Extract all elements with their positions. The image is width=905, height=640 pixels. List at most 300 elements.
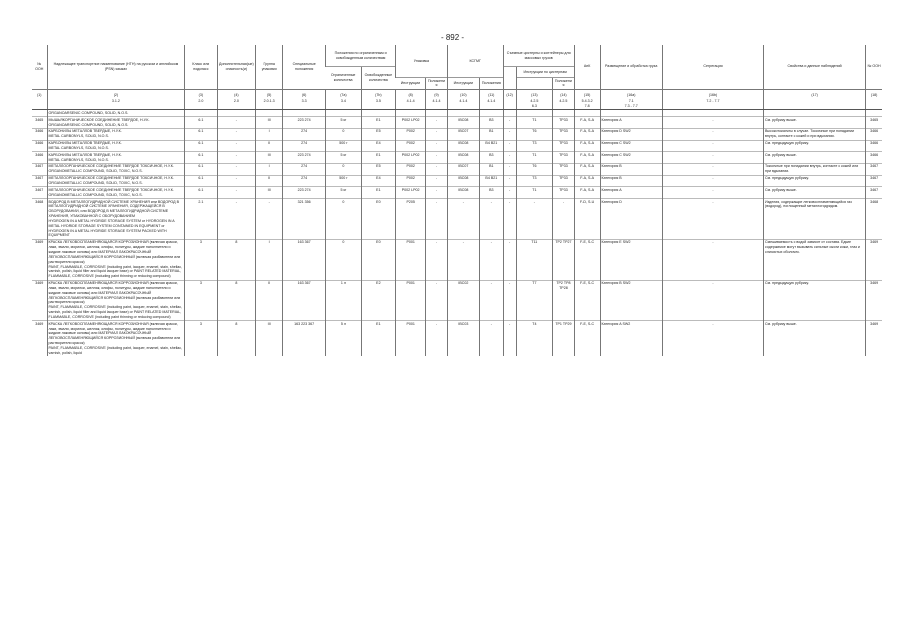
subsidiary-risk: -	[217, 163, 256, 175]
class: 6.1	[185, 128, 217, 140]
header-packing-group: Группа упаковки	[256, 45, 283, 89]
ibc-instruction: IBC08	[447, 175, 479, 187]
segregation: -	[662, 175, 763, 187]
limited-quantity	[326, 110, 362, 117]
shipping-name	[47, 199, 185, 240]
ibc-provision	[479, 110, 503, 117]
shipping-name-en: ORGANOMETALLIC COMPOUND, SOLID, TOXIC, N.O.S.	[48, 169, 143, 174]
ibc-provision: B3	[479, 187, 503, 199]
ibc-instruction: -	[447, 239, 479, 280]
column-code: 4.1.4	[479, 99, 503, 110]
column-number: (9)	[426, 89, 448, 99]
excepted-quantity: E4	[361, 140, 395, 152]
limited-quantity: 0	[326, 163, 362, 175]
tank-instruction: T1	[516, 117, 553, 129]
un-number: 3467	[32, 175, 47, 187]
ibc-provision: B4 B21	[479, 140, 503, 152]
packing-group: III	[256, 321, 283, 356]
packing-group: -	[256, 199, 283, 240]
table-row	[32, 152, 882, 164]
packing-instruction: P001	[396, 280, 426, 321]
packing-instruction: P002	[396, 140, 426, 152]
stowage: Категория B	[600, 163, 662, 175]
shipping-name-ru: МЫШЬЯКОРГАНИЧЕСКОЕ СОЕДИНЕНИЕ ТВЕРДОЕ, Н.У.К.	[48, 117, 150, 122]
column-number: (16b)	[662, 89, 763, 99]
header-segregation: Сегрегация	[662, 45, 763, 89]
ibc-instruction: IBC07	[447, 128, 479, 140]
stowage: Категория C SW2	[600, 140, 662, 152]
segregation: -	[662, 128, 763, 140]
properties: См. предыдущую рубрику.	[764, 280, 866, 321]
excepted-quantity: E5	[361, 163, 395, 175]
un-number-right: 3469	[866, 239, 882, 280]
tank-col-12: -	[503, 199, 516, 240]
ibc-instruction: IBC03	[447, 321, 479, 356]
un-number-right: 3466	[866, 140, 882, 152]
header-un: № ООН	[35, 62, 44, 71]
ems: F-E, S-C	[574, 280, 600, 321]
un-number: 3467	[32, 163, 47, 175]
shipping-name-ru: КРАСКА ЛЕГКОВОСПЛАМЕНЯЮЩАЯСЯ КОРРОЗИОННАЯ (включая краски, лаки, эмали, морилки, шеллак, олифы, политуры, жидкие наполнители и жидкие лаковые основы) или МАТЕРИАЛ ЛАКОКРАСОЧНЫЙ ЛЕГКОВОСПЛАМЕНЯЮЩИЙСЯ КОРРОЗИОННЫЙ (включая разбавители или растворители красок)	[48, 240, 181, 264]
header-name: Надлежащее транспортное наименование (НТН) на русском и английском (PSN) языках	[47, 45, 185, 89]
tank-col-12: -	[503, 239, 516, 280]
segregation: -	[662, 152, 763, 164]
un-number: 3466	[32, 152, 47, 164]
ems: F-A, S-A	[574, 163, 600, 175]
shipping-name	[47, 163, 185, 175]
header-special-provisions: Специальные положения	[283, 45, 326, 89]
special-provisions: 223 274	[283, 117, 326, 129]
un-number: 3467	[32, 187, 47, 199]
header-pack-instr: Инструкции	[396, 78, 426, 90]
header-class: Класс или подкласс	[185, 45, 217, 89]
packing-instruction: P002	[396, 163, 426, 175]
column-code: 2.0.1.3	[256, 99, 283, 110]
properties: См. предыдущую рубрику.	[764, 175, 866, 187]
table-row	[32, 128, 882, 140]
tank-instruction: T1	[516, 152, 553, 164]
packing-group: III	[256, 187, 283, 199]
subsidiary-risk: -	[217, 140, 256, 152]
shipping-name-en: ORGANOMETALLIC COMPOUND, SOLID, TOXIC, N.O.S.	[48, 181, 143, 185]
un-number: 3468	[32, 199, 47, 240]
special-provisions	[283, 110, 326, 117]
packing-group: I	[256, 163, 283, 175]
packing-provision: -	[426, 128, 448, 140]
stowage: Категория B	[600, 175, 662, 187]
tank-col-12: -	[503, 321, 516, 356]
class: 6.1	[185, 187, 217, 199]
class: 6.1	[185, 163, 217, 175]
shipping-name-en: ORGANOARSENIC COMPOUND, SOLID, N.O.S.	[48, 122, 129, 127]
tank-provision: TP1 TP29	[553, 321, 575, 356]
subsidiary-risk: -	[217, 152, 256, 164]
tank-instruction: T4	[516, 321, 553, 356]
column-code: 3.3	[283, 99, 326, 110]
page-number: - 892 -	[440, 33, 465, 42]
ibc-instruction	[447, 110, 479, 117]
class: 3	[185, 321, 217, 356]
header-ibc: КСГМГ	[447, 45, 503, 78]
tank-col-12	[503, 110, 516, 117]
segregation: -	[662, 199, 763, 240]
tank-provision: TP33	[553, 117, 575, 129]
ibc-provision: -	[479, 280, 503, 321]
limited-quantity: 0	[326, 128, 362, 140]
excepted-quantity: E0	[361, 239, 395, 280]
tank-instruction: -	[516, 199, 553, 240]
table-row	[32, 321, 882, 356]
un-number: 3465	[32, 117, 47, 129]
column-code: 3.4	[326, 99, 362, 110]
packing-instruction: P001	[396, 239, 426, 280]
packing-group: III	[256, 117, 283, 129]
shipping-name-en: METAL CARBONYLS, SOLID, N.O.S.	[48, 145, 109, 150]
tank-col-12: -	[503, 117, 516, 129]
header-limited: Ограниченные количества	[326, 67, 362, 90]
ibc-instruction: IBC08	[447, 117, 479, 129]
class: 3	[185, 280, 217, 321]
header-tanks: Съемные цистерны и контейнеры для массовых грузов	[503, 45, 574, 67]
column-code: 5.4.3.2 7.8	[574, 99, 600, 110]
ibc-instruction: IBC08	[447, 187, 479, 199]
un-number-right: 3469	[866, 280, 882, 321]
subsidiary-risk: -	[217, 199, 256, 240]
shipping-name-ru: КРАСКА ЛЕГКОВОСПЛАМЕНЯЮЩАЯСЯ КОРРОЗИОННАЯ (включая краски, лаки, эмали, морилки, шеллак, олифы, политуры, жидкие наполнители и жидкие лаковые основы) или МАТЕРИАЛ ЛАКОКРАСОЧНЫЙ ЛЕГКОВОСПЛАМЕНЯЮЩИЙСЯ КОРРОЗИОННЫЙ (включая разбавители или растворители красок)	[48, 281, 181, 305]
subsidiary-risk: -	[217, 187, 256, 199]
column-number: (10)	[447, 89, 479, 99]
packing-provision	[426, 110, 448, 117]
tank-instruction: T3	[516, 140, 553, 152]
tank-instruction: T6	[516, 163, 553, 175]
column-code: 4.1.4	[396, 99, 426, 110]
stowage: Категория B SW2	[600, 280, 662, 321]
stowage	[600, 110, 662, 117]
shipping-name	[47, 140, 185, 152]
column-code: 2.0	[185, 99, 217, 110]
column-codes-row	[32, 99, 882, 110]
properties: См. рубрику выше.	[764, 187, 866, 199]
header-ibc-prov: Положения	[479, 78, 503, 90]
packing-instruction: P002 LP02	[396, 152, 426, 164]
column-number: (5)	[256, 89, 283, 99]
limited-quantity: 0	[326, 239, 362, 280]
special-provisions: 223 274	[283, 152, 326, 164]
shipping-name	[47, 110, 185, 117]
packing-provision: -	[426, 175, 448, 187]
special-provisions: 163 223 367	[283, 321, 326, 356]
shipping-name-en: ORGANOARSENIC COMPOUND, SOLID, N.O.S.	[48, 110, 129, 115]
un-number	[32, 110, 47, 117]
column-number: (18)	[866, 89, 882, 99]
properties: Токсичные при попадании внутрь, контакте с кожей или при вдыхании.	[764, 163, 866, 175]
header-un-right: № ООН	[866, 45, 882, 89]
special-provisions: 274	[283, 163, 326, 175]
packing-group: II	[256, 140, 283, 152]
tank-provision: TP33	[553, 128, 575, 140]
table-row	[32, 175, 882, 187]
excepted-quantity: E4	[361, 175, 395, 187]
packing-group: II	[256, 280, 283, 321]
header-ibc-instr: Инструкции	[447, 78, 479, 90]
tank-provision: TP2 TP27	[553, 239, 575, 280]
packing-group: III	[256, 152, 283, 164]
ibc-instruction: IBC07	[447, 163, 479, 175]
tank-instruction	[516, 110, 553, 117]
shipping-name	[47, 117, 185, 129]
tank-provision: TP33	[553, 152, 575, 164]
column-number: (12)	[503, 89, 516, 99]
special-provisions: 223 274	[283, 187, 326, 199]
ibc-provision: B3	[479, 117, 503, 129]
shipping-name-en: ORGANOMETALLIC COMPOUND, SOLID, TOXIC, N.O.S.	[48, 192, 143, 197]
ibc-provision: -	[479, 239, 503, 280]
column-code: 4.2.5	[553, 99, 575, 110]
ibc-provision: -	[479, 321, 503, 356]
properties	[764, 110, 866, 117]
shipping-name-en: METAL CARBONYLS, SOLID, N.O.S.	[48, 157, 109, 162]
header-tank-instructions: Инструкции по цистернам	[516, 67, 574, 78]
column-code: 3.1.2	[47, 99, 185, 110]
dangerous-goods-table	[32, 45, 882, 356]
segregation: -	[662, 239, 763, 280]
un-number: 3466	[32, 140, 47, 152]
properties: См. рубрику выше.	[764, 117, 866, 129]
special-provisions: 163 367	[283, 239, 326, 280]
excepted-quantity: E1	[361, 152, 395, 164]
stowage: Категория E SW2	[600, 239, 662, 280]
column-number: (8)	[396, 89, 426, 99]
properties: Смешиваемость с водой зависит от состава. Едкие содержимое могут вызывать сильные ожоги кожи, глаз и слизистых оболочек.	[764, 239, 866, 280]
column-number: (15)	[574, 89, 600, 99]
column-number: (6)	[283, 89, 326, 99]
tank-col-12: -	[503, 140, 516, 152]
table-row	[32, 199, 882, 240]
tank-instruction: T6	[516, 128, 553, 140]
subsidiary-risk: 8	[217, 280, 256, 321]
column-code: 4.1.4	[426, 99, 448, 110]
column-number: (11)	[479, 89, 503, 99]
stowage: Категория A	[600, 117, 662, 129]
un-number-right: 3467	[866, 187, 882, 199]
stowage: Категория A	[600, 187, 662, 199]
tank-provision: TP33	[553, 163, 575, 175]
packing-instruction: P002 LP02	[396, 117, 426, 129]
tank-col-12: -	[503, 187, 516, 199]
packing-group: II	[256, 175, 283, 187]
ems: F-A, S-A	[574, 140, 600, 152]
ibc-provision: B4 B21	[479, 175, 503, 187]
stowage: Категория A SW2	[600, 321, 662, 356]
tank-provision: TP33	[553, 175, 575, 187]
excepted-quantity: E1	[361, 187, 395, 199]
packing-group: I	[256, 239, 283, 280]
column-number: (2)	[47, 89, 185, 99]
tank-col-12: -	[503, 128, 516, 140]
class: 3	[185, 239, 217, 280]
shipping-name	[47, 280, 185, 321]
limited-quantity: 5 кг	[326, 117, 362, 129]
shipping-name-ru: КАРБОНИЛЫ МЕТАЛЛОВ ТВЕРДЫЕ, Н.У.К.	[48, 141, 122, 146]
column-number: (16a)	[600, 89, 662, 99]
column-code	[32, 99, 47, 110]
shipping-name	[47, 175, 185, 187]
table-row	[32, 117, 882, 129]
table-row	[32, 280, 882, 321]
subsidiary-risk: -	[217, 128, 256, 140]
un-number-right: 3466	[866, 152, 882, 164]
packing-provision: -	[426, 239, 448, 280]
un-number: 3469	[32, 321, 47, 356]
stowage: Категория C SW2	[600, 152, 662, 164]
shipping-name-ru: КАРБОНИЛЫ МЕТАЛЛОВ ТВЕРДЫЕ, Н.У.К.	[48, 129, 122, 134]
packing-group	[256, 110, 283, 117]
subsidiary-risk: 8	[217, 321, 256, 356]
table-row	[32, 163, 882, 175]
column-code	[503, 99, 516, 110]
properties: См. рубрику выше.	[764, 152, 866, 164]
column-code: 4.1.4	[447, 99, 479, 110]
column-numbers-row	[32, 89, 882, 99]
class: 6.1	[185, 140, 217, 152]
un-number-right: 3466	[866, 128, 882, 140]
stowage: Категория D SW2	[600, 128, 662, 140]
shipping-name-ru: КАРБОНИЛЫ МЕТАЛЛОВ ТВЕРДЫЕ, Н.У.К.	[48, 152, 122, 157]
column-code: 7.2 - 7.7	[662, 99, 763, 110]
un-number-right: 3467	[866, 175, 882, 187]
limited-quantity: 5 л	[326, 321, 362, 356]
un-number-right	[866, 110, 882, 117]
excepted-quantity: E0	[361, 199, 395, 240]
column-code	[866, 99, 882, 110]
segregation: -	[662, 321, 763, 356]
class	[185, 110, 217, 117]
tank-col-12: -	[503, 175, 516, 187]
class: 2.1	[185, 199, 217, 240]
excepted-quantity: E1	[361, 117, 395, 129]
shipping-name-en: PAINT, FLAMMABLE, CORROSIVE (including paint, lacquer, enamel, stain, shellac, varnish, polish, liquid filler and liquid lacquer base) or PAINT RELATED MATERIAL, FLAMMABLE, CORROSIVE (including paint thinning or reducing compound)	[48, 264, 183, 279]
limited-quantity: 500 г	[326, 175, 362, 187]
header-pack-prov: Положения	[426, 78, 448, 90]
column-number: (17)	[764, 89, 866, 99]
excepted-quantity: E2	[361, 280, 395, 321]
header-packing: Упаковка	[396, 45, 448, 78]
ems: F-A, S-A	[574, 117, 600, 129]
tank-instruction: T11	[516, 239, 553, 280]
shipping-name	[47, 128, 185, 140]
ibc-provision: B1	[479, 128, 503, 140]
ems: F-A, S-A	[574, 128, 600, 140]
column-code: 7.1 7.3 - 7.7	[600, 99, 662, 110]
header-limited-group: Положения по ограниченным и освобожденным количествам	[326, 45, 396, 67]
un-number: 3469	[32, 280, 47, 321]
class: 6.1	[185, 152, 217, 164]
ems: F-D, S-U	[574, 199, 600, 240]
header-properties: Свойства и данные наблюдений	[764, 45, 866, 89]
special-provisions: 274	[283, 140, 326, 152]
properties: См. предыдущую рубрику.	[764, 140, 866, 152]
tank-provision: TP33	[553, 187, 575, 199]
tank-col-12: -	[503, 280, 516, 321]
properties: См. рубрику выше.	[764, 321, 866, 356]
limited-quantity: 0	[326, 199, 362, 240]
ems	[574, 110, 600, 117]
special-provisions: 274	[283, 128, 326, 140]
excepted-quantity	[361, 110, 395, 117]
ibc-instruction: IBC08	[447, 140, 479, 152]
un-number-right: 3467	[866, 163, 882, 175]
excepted-quantity: E5	[361, 128, 395, 140]
column-number: (7a)	[326, 89, 362, 99]
shipping-name	[47, 152, 185, 164]
tank-col-12: -	[503, 163, 516, 175]
table-body	[32, 110, 882, 356]
segregation: -	[662, 140, 763, 152]
ibc-instruction: IBC08	[447, 152, 479, 164]
packing-instruction: P001	[396, 321, 426, 356]
un-number: 3466	[32, 128, 47, 140]
class: 6.1	[185, 117, 217, 129]
special-provisions: 163 367	[283, 280, 326, 321]
shipping-name-en: METAL CARBONYLS, SOLID, N.O.S.	[48, 134, 109, 139]
segregation	[662, 110, 763, 117]
ibc-instruction: IBC02	[447, 280, 479, 321]
packing-provision: -	[426, 187, 448, 199]
packing-instruction: P002 LP02	[396, 187, 426, 199]
ems: F-E, S-C	[574, 239, 600, 280]
shipping-name-ru: МЕТАЛЛООРГАНИЧЕСКОЕ СОЕДИНЕНИЕ ТВЕРДОЕ ТОКСИЧНОЕ, Н.У.К.	[48, 176, 174, 181]
limited-quantity: 5 кг	[326, 187, 362, 199]
segregation: -	[662, 280, 763, 321]
column-number: (14)	[553, 89, 575, 99]
shipping-name-en: HYDROGEN IN A METAL HYDRIDE STORAGE SYSTEM or HYDROGEN IN A METAL HYDRIDE STORAGE SYSTEM CONTAINED IN EQUIPMENT or HYDROGEN IN A METAL HYDRIDE STORAGE SYSTEM PACKED WITH EQUIPMENT	[48, 218, 175, 238]
ibc-provision: B3	[479, 152, 503, 164]
column-code	[764, 99, 866, 110]
column-code: 3.5	[361, 99, 395, 110]
packing-provision: -	[426, 199, 448, 240]
subsidiary-risk: -	[217, 175, 256, 187]
column-code: 2.0	[217, 99, 256, 110]
un-number: 3469	[32, 239, 47, 280]
un-number-right: 3465	[866, 117, 882, 129]
packing-provision: -	[426, 117, 448, 129]
header-excepted: Освобожденные количества	[361, 67, 395, 90]
shipping-name-en: PAINT, FLAMMABLE, CORROSIVE (including paint, lacquer, enamel, stain, shellac, varnish, polish, liquid	[48, 346, 183, 355]
ems: F-A, S-A	[574, 152, 600, 164]
shipping-name-en: PAINT, FLAMMABLE, CORROSIVE (including paint, lacquer, enamel, stain, shellac, varnish, polish, liquid filler and liquid lacquer base) or PAINT RELATED MATERIAL, FLAMMABLE, CORROSIVE (including paint thinning or reducing compound)	[48, 305, 183, 319]
ems: F-A, S-A	[574, 187, 600, 199]
shipping-name-ru: ВОДОРОД В МЕТАЛЛОГИДРИДНОЙ СИСТЕМЕ ХРАНЕНИЯ или ВОДОРОД В МЕТАЛЛОГИДРИДНОЙ СИСТЕМЕ ХРАНЕНИЯ, СОДЕРЖАЩЕЙСЯ В ОБОРУДОВАНИИ, или ВОДОРОД В МЕТАЛЛОГИДРИДНОЙ СИСТЕМЕ ХРАНЕНИЯ, УПАКОВАННОЙ С ОБОРУДОВАНИЕМ	[48, 199, 179, 219]
ibc-provision: B1	[479, 163, 503, 175]
ibc-provision: -	[479, 199, 503, 240]
packing-instruction: P205	[396, 199, 426, 240]
header-tank-prov: Положения	[553, 78, 575, 90]
packing-provision: -	[426, 163, 448, 175]
table-row	[32, 140, 882, 152]
ibc-instruction: -	[447, 199, 479, 240]
packing-instruction: P002	[396, 175, 426, 187]
packing-instruction	[396, 110, 426, 117]
subsidiary-risk	[217, 110, 256, 117]
special-provisions: 321 356	[283, 199, 326, 240]
packing-instruction: P002	[396, 128, 426, 140]
limited-quantity: 500 г	[326, 140, 362, 152]
tank-instruction: T3	[516, 175, 553, 187]
column-number: (4)	[217, 89, 256, 99]
packing-provision: -	[426, 152, 448, 164]
tank-provision: -	[553, 199, 575, 240]
un-number-right: 3468	[866, 199, 882, 240]
